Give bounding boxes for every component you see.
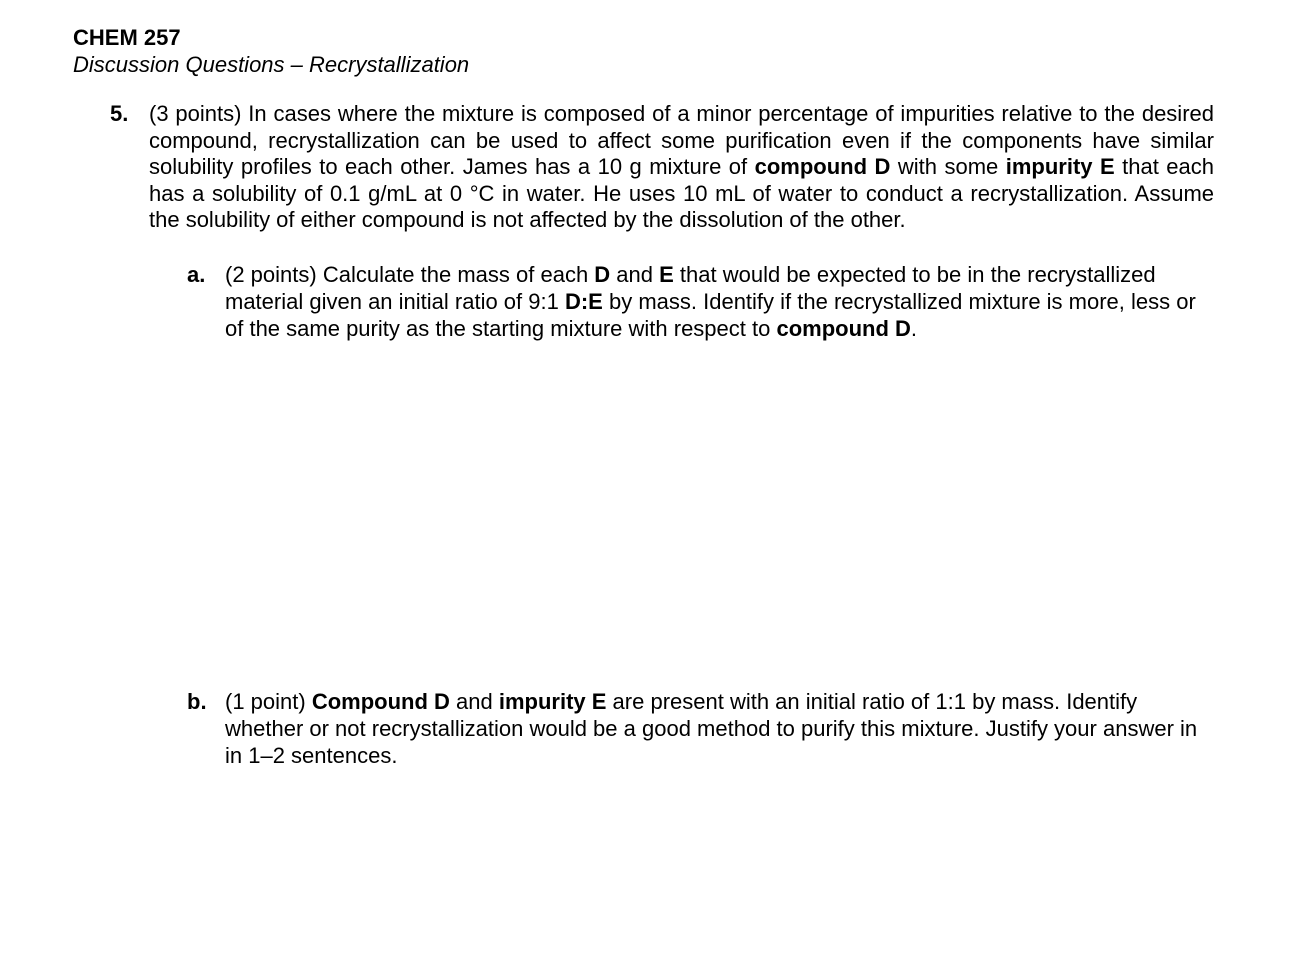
part-a-text-part: by mass. Identify if the recrystallized mixture is more, less or of the same purity as the starting mixture with respect to [225,289,1196,341]
course-title: CHEM 257 [73,25,181,50]
document-subtitle: Discussion Questions – Recrystallization [73,52,470,77]
part-a-text-part: . [910,316,918,341]
part-a-label: a. [187,262,206,287]
part-b-bold-compound-d: Compound D [311,689,450,714]
question-text-part: with some [890,154,1006,180]
part-a-text-part: and [610,262,660,287]
part-b-label: b. [187,689,207,714]
part-a-text [225,261,1214,342]
question-text-part: (3 points) In cases where the mixture is composed of a minor percentage of impurities relative to the desired compound, recrystallization can be used to affect some purification even if the components have similar solubility profiles to each other. James has a 10 g mixture of [149,101,1214,180]
part-a-bold-d: D [594,262,611,287]
question-number: 5. [110,101,129,126]
part-a-bold-ratio: D:E [564,289,603,314]
document-header [73,24,469,78]
question-text [149,101,1214,234]
part-b-text [225,688,1214,769]
part-a-text-part: that would be expected to be in the recrystallized material given an initial ratio of 9:1 [225,262,1156,314]
part-b-text-part: are present with an initial ratio of 1:1 by mass. Identify whether or not recrystallization would be a good method to purify this mixture. Justify your answer in in 1–2 sentences. [225,689,1198,768]
part-b-text-part: (1 point) [225,689,312,714]
part-a-bold-compound-d: compound D [776,316,911,341]
question-text-part: that each has a solubility of 0.1 g/mL at 0 °C in water. He uses 10 mL of water to conduct a recrystallization. Assume the solubility of either compound is not affected by the dissolution of the other. [149,154,1214,233]
question-bold-compound-d: compound D [754,154,891,180]
part-a-bold-e: E [659,262,674,287]
part-b-bold-impurity-e: impurity E [498,689,607,714]
question-bold-impurity-e: impurity E [1005,154,1115,180]
part-b-text-part: and [449,689,499,714]
part-a-text-part: (2 points) Calculate the mass of each [225,262,595,287]
